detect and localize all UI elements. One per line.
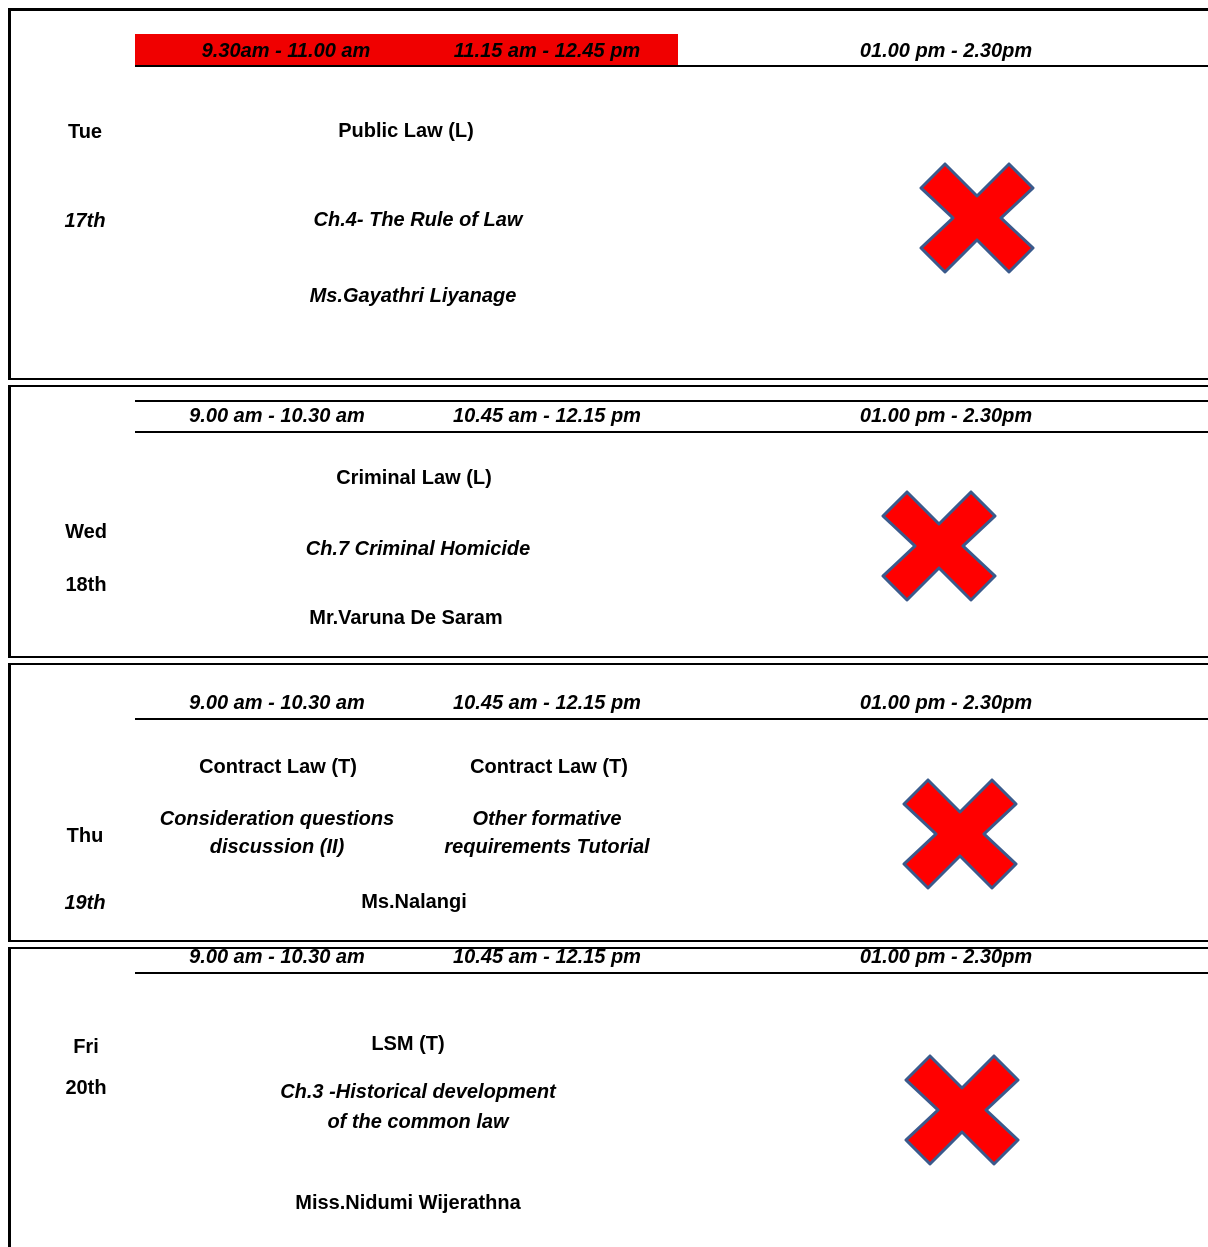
day-separator [8,378,1208,387]
day-label: Wed [65,521,107,543]
header-rule [135,431,1208,433]
red-cross-icon [919,162,1035,274]
subject-title: Contract Law (T) [199,756,357,778]
day-label: Fri [73,1036,99,1058]
slot-2-time: 11.15 am - 12.45 pm [453,40,641,62]
header-rule [135,400,1208,402]
topic-text: of the common law [327,1111,509,1133]
lecturer-name: Miss.Nidumi Wijerathna [295,1192,521,1214]
slot-3-time: 01.00 pm - 2.30pm [859,405,1033,427]
slot-1-time: 9.00 am - 10.30 am [189,405,365,427]
slot-1-time: 9.30am - 11.00 am [201,40,371,62]
header-rule [135,718,1208,720]
date-label: 17th [64,210,106,232]
date-label: 18th [65,574,107,596]
subject-title: LSM (T) [371,1033,445,1055]
top-border [8,8,1208,11]
red-cross-icon [904,1054,1020,1166]
lecturer-name: Mr.Varuna De Saram [309,607,503,629]
day-label: Thu [66,825,104,847]
day-label: Tue [67,121,103,143]
slot-3-time: 01.00 pm - 2.30pm [859,40,1033,62]
slot-2-time: 10.45 am - 12.15 pm [453,405,641,427]
subject-title: Public Law (L) [338,120,474,142]
slot-1-time: 9.00 am - 10.30 am [189,946,365,968]
header-rule [135,972,1208,974]
topic-text: Ch.7 Criminal Homicide [305,538,531,560]
red-cross-icon [902,778,1018,890]
lecturer-name: Ms.Gayathri Liyanage [309,285,517,307]
topic-text: Other formative [472,808,622,830]
subject-title: Contract Law (T) [470,756,628,778]
left-border [8,8,11,1247]
slot-3-time: 01.00 pm - 2.30pm [859,692,1033,714]
header-rule [135,65,1208,67]
slot-2-time: 10.45 am - 12.15 pm [453,946,641,968]
red-cross-icon [881,490,997,602]
topic-text: Ch.3 -Historical development [280,1081,556,1103]
lecturer-name: Ms.Nalangi [361,891,467,913]
slot-2-time: 10.45 am - 12.15 pm [453,692,641,714]
slot-3-time: 01.00 pm - 2.30pm [859,946,1033,968]
day-separator [8,656,1208,665]
topic-text: discussion (II) [209,836,345,858]
slot-1-time: 9.00 am - 10.30 am [189,692,365,714]
subject-title: Criminal Law (L) [336,467,492,489]
topic-text: Ch.4- The Rule of Law [313,209,523,231]
date-label: 20th [65,1077,107,1099]
topic-text: Consideration questions [159,808,395,830]
topic-text: requirements Tutorial [444,836,650,858]
date-label: 19th [64,892,106,914]
